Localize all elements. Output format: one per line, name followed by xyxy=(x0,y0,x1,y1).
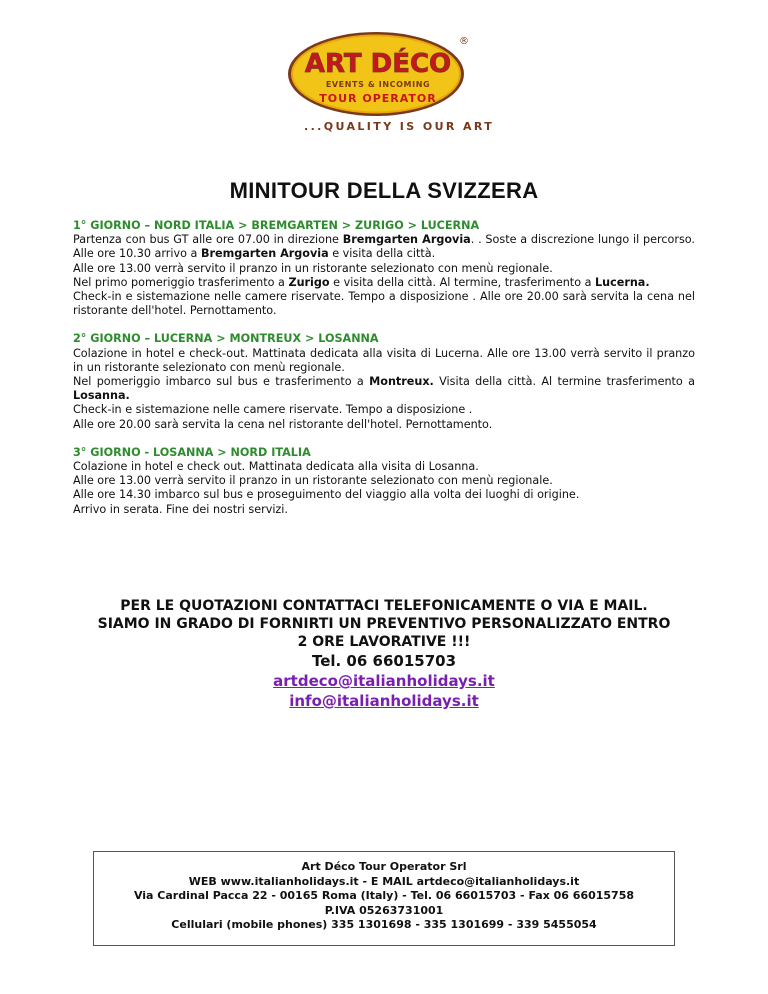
day-3-section xyxy=(73,446,695,517)
footer-address: Via Cardinal Pacca 22 - 00165 Roma (Italy) - Tel. 06 66015703 - Fax 06 66015758 xyxy=(133,889,635,902)
footer-vat: P.IVA 05263731001 xyxy=(324,903,444,917)
day-1-evening: Check-in e sistemazione nelle camere riservate. Tempo a disposizione . Alle ore 20.00 sarà servita la cena nel ristorante dell'hotel. Pernottamento. xyxy=(73,290,695,318)
contact-line-3: 2 ORE LAVORATIVE !!! xyxy=(297,634,471,650)
logo-brand: ART DÉCO xyxy=(304,49,452,79)
day-1-heading: 1° GIORNO – NORD ITALIA > BREMGARTEN > ZURIGO > LUCERNA xyxy=(73,219,480,232)
day-1-afternoon: Nel primo pomeriggio trasferimento a Zurigo e visita della città. Al termine, trasferimento a Lucerna. xyxy=(73,275,650,289)
logo-sub1: EVENTS & INCOMING xyxy=(325,80,431,89)
day-3-lunch: Alle ore 13.00 verrà servito il pranzo in un ristorante selezionato con menù regionale. xyxy=(73,474,553,488)
logo-tagline: ...QUALITY IS OUR ART xyxy=(304,120,495,133)
registered-mark: ® xyxy=(459,36,469,47)
email-link-info[interactable]: info@italianholidays.it xyxy=(289,692,479,710)
day-3-heading: 3° GIORNO - LOSANNA > NORD ITALIA xyxy=(73,445,311,459)
day-3-morning: Colazione in hotel e check out. Mattinata dedicata alla visita di Losanna. xyxy=(73,460,479,474)
company-logo xyxy=(282,28,495,140)
page-title: MINITOUR DELLA SVIZZERA xyxy=(229,178,539,203)
day-2-section xyxy=(73,332,695,431)
contact-callout xyxy=(0,597,768,711)
day-3-afternoon: Alle ore 14.30 imbarco sul bus e proseguimento del viaggio alla volta dei luoghi di origine. xyxy=(73,488,580,502)
day-1-section xyxy=(73,219,695,318)
footer-mobile: Cellulari (mobile phones) 335 1301698 - 335 1301699 - 339 5455054 xyxy=(171,918,597,931)
footer-company-name: Art Déco Tour Operator Srl xyxy=(301,860,467,873)
company-footer xyxy=(93,851,675,946)
logo-emblem xyxy=(282,28,482,120)
day-2-checkin: Check-in e sistemazione nelle camere riservate. Tempo a disposizione . xyxy=(73,403,473,417)
contact-line-2: SIAMO IN GRADO DI FORNIRTI UN PREVENTIVO PERSONALIZZATO ENTRO xyxy=(97,616,671,632)
day-3-arrival: Arrivo in serata. Fine dei nostri servizi. xyxy=(73,502,288,516)
logo-sub2: TOUR OPERATOR xyxy=(319,92,437,105)
day-1-paragraph-a: Partenza con bus GT alle ore 07.00 in direzione Bremgarten Argovia. . Soste a discrezione lungo il percorso. Alle ore 10.30 arrivo a Bremgarten Argovia e visita della città. xyxy=(73,233,695,261)
day-2-evening: Alle ore 20.00 sarà servita la cena nel ristorante dell'hotel. Pernottamento. xyxy=(73,417,493,431)
itinerary xyxy=(73,219,695,531)
day-2-heading: 2° GIORNO – LUCERNA > MONTREUX > LOSANNA xyxy=(73,332,379,346)
day-2-afternoon: Nel pomeriggio imbarco sul bus e trasferimento a Montreux. Visita della città. Al termine trasferimento a Losanna. xyxy=(73,375,695,403)
contact-line-1: PER LE QUOTAZIONI CONTATTACI TELEFONICAMENTE O VIA E MAIL. xyxy=(120,598,648,614)
day-2-morning: Colazione in hotel e check-out. Mattinata dedicata alla visita di Lucerna. Alle ore 13.00 verrà servito il pranzo in un ristorante selezionato con menù regionale. xyxy=(73,346,695,374)
footer-web-email: WEB www.italianholidays.it - E MAIL artdeco@italianholidays.it xyxy=(188,874,580,888)
day-1-lunch: Alle ore 13.00 verrà servito il pranzo in un ristorante selezionato con menù regionale. xyxy=(73,261,553,275)
contact-phone: Tel. 06 66015703 xyxy=(311,652,457,670)
email-link-artdeco[interactable]: artdeco@italianholidays.it xyxy=(273,672,495,690)
